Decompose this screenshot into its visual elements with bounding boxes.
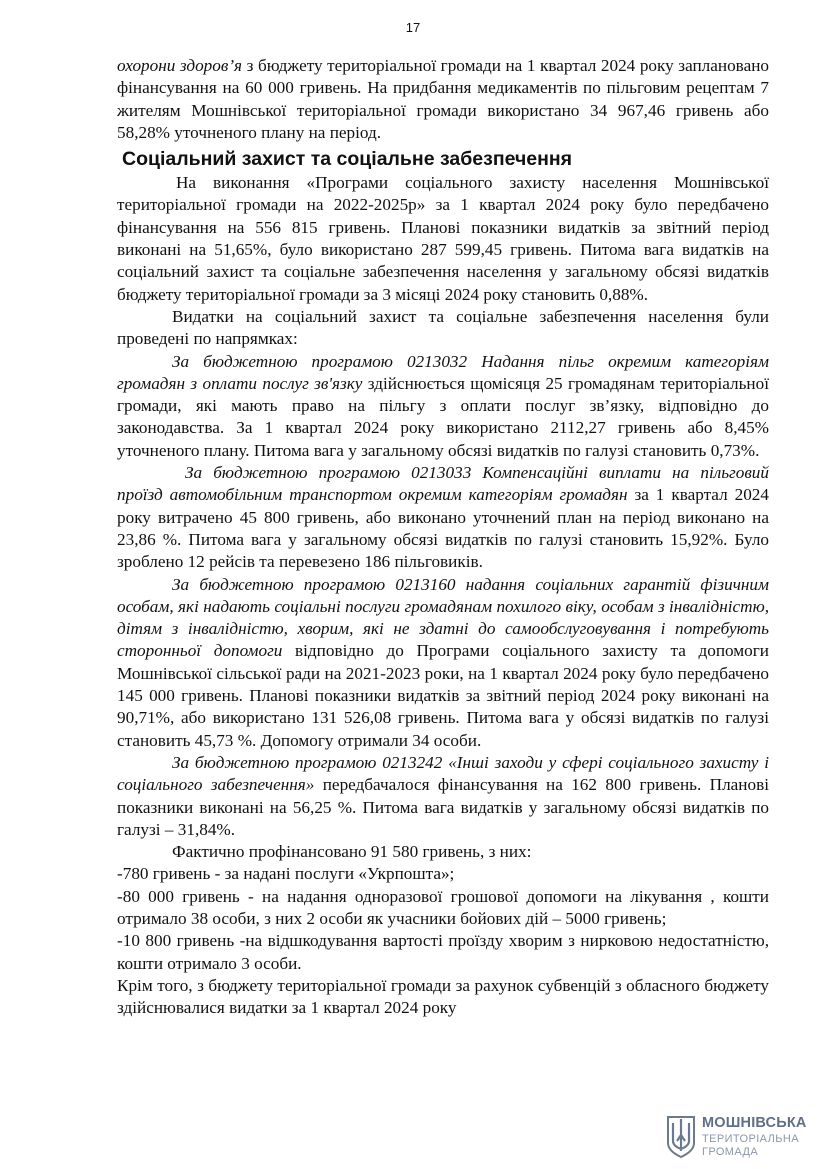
paragraph-subventions: Крім того, з бюджету територіальної громади за рахунок субвенцій з обласного бюджету здійснювалися видатки за 1 квартал 2024 року bbox=[117, 975, 769, 1018]
logo-text-line3: ГРОМАДА bbox=[702, 1146, 759, 1158]
emphasis-text: охорони здоров’я bbox=[117, 56, 243, 75]
community-logo bbox=[664, 1113, 814, 1163]
logo-text-line1: МОШНІВСЬКА bbox=[702, 1115, 807, 1131]
logo-text-line2: ТЕРИТОРІАЛЬНА bbox=[702, 1133, 799, 1145]
list-item-travel-compensation: -10 800 гривень -на відшкодування вартості проїзду хворим з нирковою недостатністю, кошти отримало 3 особи. bbox=[117, 931, 769, 973]
document-body bbox=[117, 55, 769, 1019]
paragraph-program-0213160 bbox=[117, 574, 769, 752]
emphasis-text: За бюджетною програмою 0213160 надання соціальних гарантій фізичним особам, які надають соціальні послуги громадянам похилого віку, особам з інвалідністю, дітям з інвалідністю, хворим, які не здатні до самообслуговування і потребують сторонньої допомоги bbox=[117, 574, 769, 661]
paragraph-text: за 1 квартал 2024 року витрачено 45 800 гривень, або виконано уточнений план на період виконано на 23,86 %. Питома вага у загальному обсязі видатків по галузі становить 15,92%. Було зроблено 12 рейсів та перевезено 186 пільговиків. bbox=[117, 485, 769, 572]
paragraph-text: відповідно до Програми соціального захисту та допомоги Мошнівської сільської ради на 2021-2023 роки, на 1 квартал 2024 року було передбачено 145 000 гривень. Планові показники видатків за звітний період 2024 року виконані на 90,71%, або використано 131 526,08 гривень. Питома вага у обсязі видатків по галузі становить 45,73 %. Допомогу отримали 34 особи. bbox=[117, 641, 769, 750]
paragraph-program-0213033 bbox=[117, 462, 769, 573]
paragraph-text: здійснюється щомісяця 25 громадянам територіальної громади, які мають право на пільгу з оплати послуг зв’язку, відповідно до законодавства. За 1 квартал 2024 року використано 2112,27 гривень або 8,45% уточненого плану. Питома вага у загальному обсязі видатків по галузі становить 0,73%. bbox=[117, 373, 769, 460]
section-heading: Соціальний захист та соціальне забезпечення bbox=[122, 148, 573, 171]
list-item-ukrposhta: -780 гривень - за надані послуги «Укрпошта»; bbox=[117, 864, 455, 884]
paragraph-text: з бюджету територіальної громади на 1 квартал 2024 року заплановано фінансування на 60 000 гривень. На придбання медикаментів по пільговим рецептам 7 жителям Мошнівської територіальної громади використано 34 967,46 гривень або 58,28% уточненого плану на період. bbox=[117, 56, 769, 142]
emphasis-text: За бюджетною програмою 0213242 «Інші заходи у сфері соціального захисту і соціального забезпечення» bbox=[117, 752, 769, 795]
list-item-one-time-aid: -80 000 гривень - на надання одноразової грошової допомоги на лікування , кошти отримало 38 особи, з них 2 особи як учасники бойових дій – 5000 гривень; bbox=[117, 886, 769, 928]
paragraph-text: передбачалося фінансування на 162 800 гривень. Планові показники виконані на 56,25 %. Питома вага видатків у загальному обсязі видатків по галузі – 31,84%. bbox=[117, 775, 769, 839]
paragraph-health-funding bbox=[117, 55, 769, 144]
paragraph-expense-directions: Видатки на соціальний захист та соціальне забезпечення населення були проведені по напрямках: bbox=[117, 306, 769, 349]
paragraph-program-overview: На виконання «Програми соціального захисту населення Мошнівської територіальної громади на 2022-2025р» за 1 квартал 2024 року було передбачено фінансування на 556 815 гривень. Планові показники видатків за звітний період виконані на 51,65%, було використано 287 599,45 гривень. Питома вага видатків на соціальний захист та соціальне забезпечення населення у загальному обсязі видатків бюджету територіальної громади за 3 місяці 2024 року становить 0,88%. bbox=[117, 173, 769, 304]
paragraph-program-0213242 bbox=[117, 752, 769, 841]
paragraph-program-0213032 bbox=[117, 351, 769, 462]
emphasis-text: За бюджетною програмою 0213033 Компенсаційні виплати на пільговий проїзд автомобільним транспортом окремим категоріям громадян bbox=[117, 463, 769, 505]
emphasis-text: За бюджетною програмою 0213032 Надання пільг окремим категоріям громадян з оплати послуг зв'язку bbox=[117, 351, 769, 393]
trident-icon bbox=[664, 1113, 698, 1159]
page-number: 17 bbox=[405, 20, 421, 35]
paragraph-actual-funding: Фактично профінансовано 91 580 гривень, з них: bbox=[172, 842, 532, 862]
